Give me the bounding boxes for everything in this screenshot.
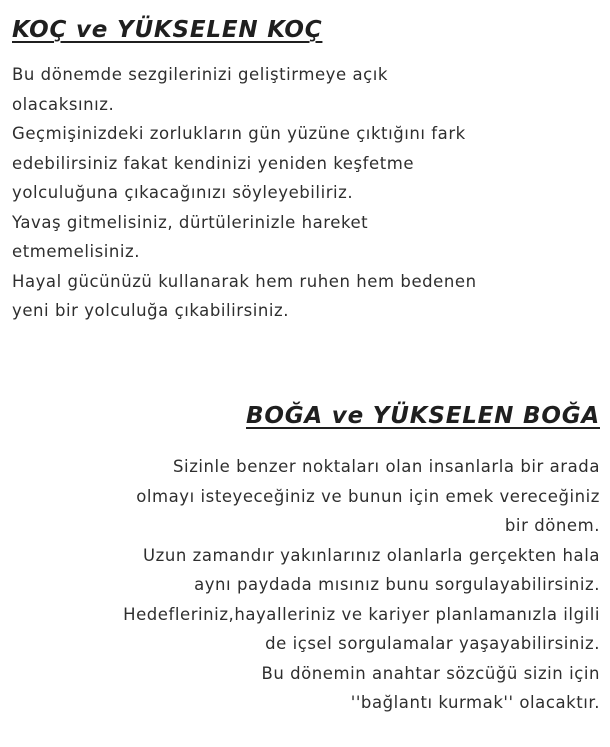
aries-line: yeni bir yolculuğa çıkabilirsiniz. — [12, 301, 290, 320]
taurus-line: Hedefleriniz,hayalleriniz ve kariyer planlamanızla ilgili — [123, 604, 600, 624]
aries-line: Yavaş gitmelisiniz, dürtülerinizle hareket — [12, 212, 369, 232]
taurus-line: Sizinle benzer noktaları olan insanlarla bir arada — [173, 457, 600, 476]
taurus-line: aynı paydada mısınız bunu sorgulayabilirsiniz. — [194, 575, 600, 594]
taurus-body — [0, 452, 600, 718]
aries-line: edebilirsiniz fakat kendinizi yeniden keşfetme — [12, 153, 415, 173]
taurus-line: ''bağlantı kurmak'' olacaktır. — [350, 693, 600, 712]
taurus-line: bir dönem. — [504, 516, 600, 535]
taurus-line: Bu dönemin anahtar sözcüğü sizin için — [261, 663, 600, 683]
aries-line: yolculuğuna çıkacağınızı söyleyebiliriz. — [12, 183, 354, 202]
aries-body — [12, 60, 602, 326]
aries-line: Geçmişinizdeki zorlukların gün yüzüne çıktığını fark — [12, 124, 466, 143]
aries-line: etmemelisiniz. — [12, 242, 141, 261]
taurus-line: olmayı isteyeceğiniz ve bunun için emek vereceğiniz — [136, 486, 600, 506]
taurus-heading: BOĞA ve YÜKSELEN BOĞA — [246, 403, 600, 429]
aries-line: olacaksınız. — [12, 94, 115, 114]
taurus-line: Uzun zamandır yakınlarınız olanlarla gerçekten hala — [142, 545, 600, 565]
aries-line: Hayal gücünüzü kullanarak hem ruhen hem bedenen — [12, 271, 477, 291]
aries-heading: KOÇ ve YÜKSELEN KOÇ — [12, 17, 323, 43]
aries-line: Bu dönemde sezgilerinizi geliştirmeye açık — [12, 65, 388, 84]
taurus-line: de içsel sorgulamalar yaşayabilirsiniz. — [265, 634, 600, 653]
